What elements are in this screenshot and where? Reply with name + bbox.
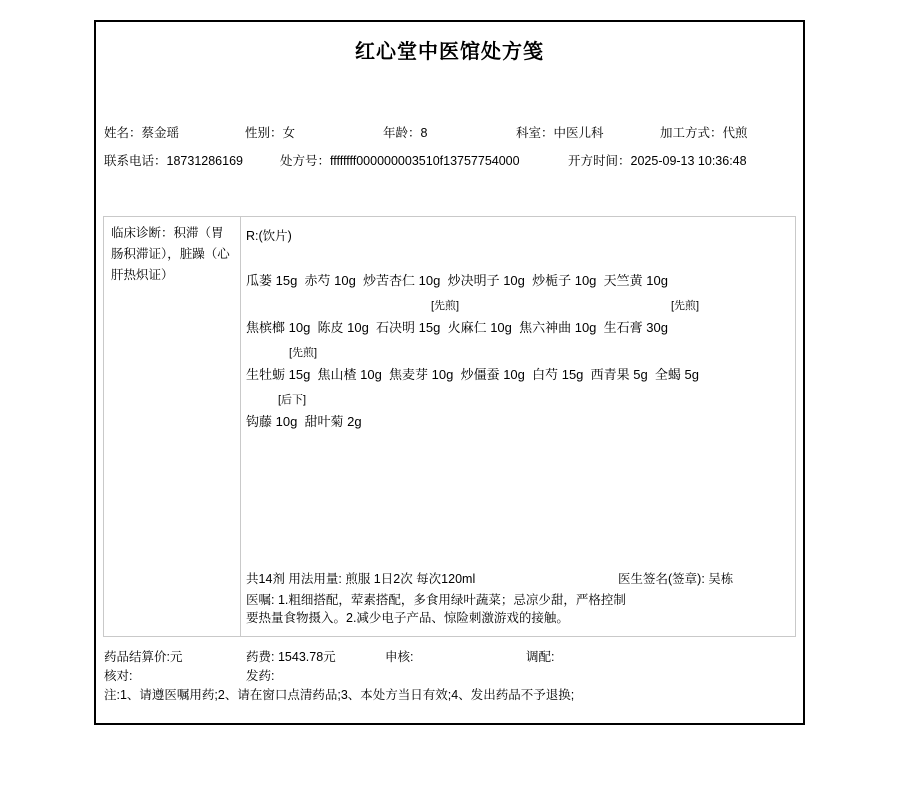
medical-instructions: 医嘱: 1.粗细搭配，荤素搭配，多食用绿叶蔬菜；忌凉少甜，严格控制要热量食物摄入。2.减少电子产品、惊险刺激游戏的接触。 xyxy=(246,593,626,625)
settle-price-label: 药品结算价: xyxy=(104,650,170,664)
patient-age-field xyxy=(383,123,427,141)
prescription-table xyxy=(103,216,796,637)
patient-age-value: 8 xyxy=(420,126,428,140)
review-label: 申核: xyxy=(385,650,414,664)
usage-row xyxy=(246,569,791,587)
check-label: 核对: xyxy=(104,669,133,683)
patient-name-field xyxy=(104,123,179,141)
herb-list xyxy=(246,269,791,434)
diagnosis-cell xyxy=(104,217,241,636)
department-label: 科室： xyxy=(516,126,554,140)
settle-price-value: 元 xyxy=(169,650,183,664)
fee-field xyxy=(246,647,336,665)
herb-line-2: 焦槟榔 10g 陈皮 10g 石决明 15g 火麻仁 10g 焦六神曲 10g 生石膏 30g xyxy=(246,320,668,335)
footer-note: 注:1、请遵医嘱用药;2、请在窗口点清药品;3、本处方当日有效;4、发出药品不予退换; xyxy=(104,688,575,702)
phone-label: 联系电话： xyxy=(104,154,167,168)
rx-cell xyxy=(241,217,795,636)
fee-label: 药费: xyxy=(246,650,275,664)
clinical-diagnosis-text: 临床诊断：积滞（胃肠积滞证），脏躁（心肝热炽证） xyxy=(111,226,230,282)
prescription-time-field xyxy=(568,151,747,169)
doctor-signature: 医生签名(签章): 吴栋 xyxy=(618,572,734,586)
phone-value: 18731286169 xyxy=(166,154,243,168)
herb-line-3: 生牡蛎 15g 焦山楂 10g 焦麦芽 10g 炒僵蚕 10g 白芍 15g 西青果 5g 全蝎 5g xyxy=(246,367,699,382)
prescription-number-field xyxy=(280,151,520,169)
mix-label: 调配: xyxy=(526,650,555,664)
patient-gender-field xyxy=(245,123,295,141)
patient-age-label: 年龄： xyxy=(383,126,421,140)
annotation-row-1 xyxy=(246,293,791,316)
decoct-first-annotation: [先煎] xyxy=(289,347,318,359)
decoct-first-annotation: [先煎] xyxy=(431,300,460,312)
patient-name-value: 蔡金瑶 xyxy=(141,126,180,140)
patient-gender-value: 女 xyxy=(282,126,296,140)
dispense-label: 发药: xyxy=(246,669,275,683)
mix-field xyxy=(526,647,554,665)
review-field xyxy=(385,647,413,665)
annotation-row-2 xyxy=(246,340,791,363)
department-value: 中医儿科 xyxy=(553,126,604,140)
clinic-title: 红心堂中医馆处方笺 xyxy=(355,41,544,63)
prescription-number-label: 处方号： xyxy=(280,154,331,168)
decoct-first-annotation: [先煎] xyxy=(671,300,700,312)
rx-header: R:(饮片) xyxy=(246,229,292,243)
add-later-annotation: [后下] xyxy=(278,394,307,406)
phone-field xyxy=(104,151,243,169)
patient-name-label: 姓名： xyxy=(104,126,142,140)
processing-method-value: 代煎 xyxy=(722,126,748,140)
processing-method-label: 加工方式： xyxy=(660,126,723,140)
settle-price-field xyxy=(104,647,183,665)
herb-line-1: 瓜蒌 15g 赤芍 10g 炒苦杏仁 10g 炒决明子 10g 炒栀子 10g 天竺黄 10g xyxy=(246,273,668,288)
prescription-time-label: 开方时间： xyxy=(568,154,631,168)
patient-gender-label: 性别： xyxy=(245,126,283,140)
annotation-row-3 xyxy=(246,387,791,410)
prescription-number-value: ffffffff000000003510f13757754000 xyxy=(330,154,520,168)
fee-value: 1543.78元 xyxy=(277,650,336,664)
prescription-sheet xyxy=(94,20,805,725)
check-field xyxy=(104,666,132,684)
dispense-field xyxy=(246,666,274,684)
usage-dosage-text: 共14剂 用法用量: 煎服 1日2次 每次120ml xyxy=(246,572,476,586)
processing-method-field xyxy=(660,123,748,141)
prescription-time-value: 2025-09-13 10:36:48 xyxy=(630,154,747,168)
department-field xyxy=(516,123,604,141)
herb-line-4: 钩藤 10g 甜叶菊 2g xyxy=(246,414,362,429)
